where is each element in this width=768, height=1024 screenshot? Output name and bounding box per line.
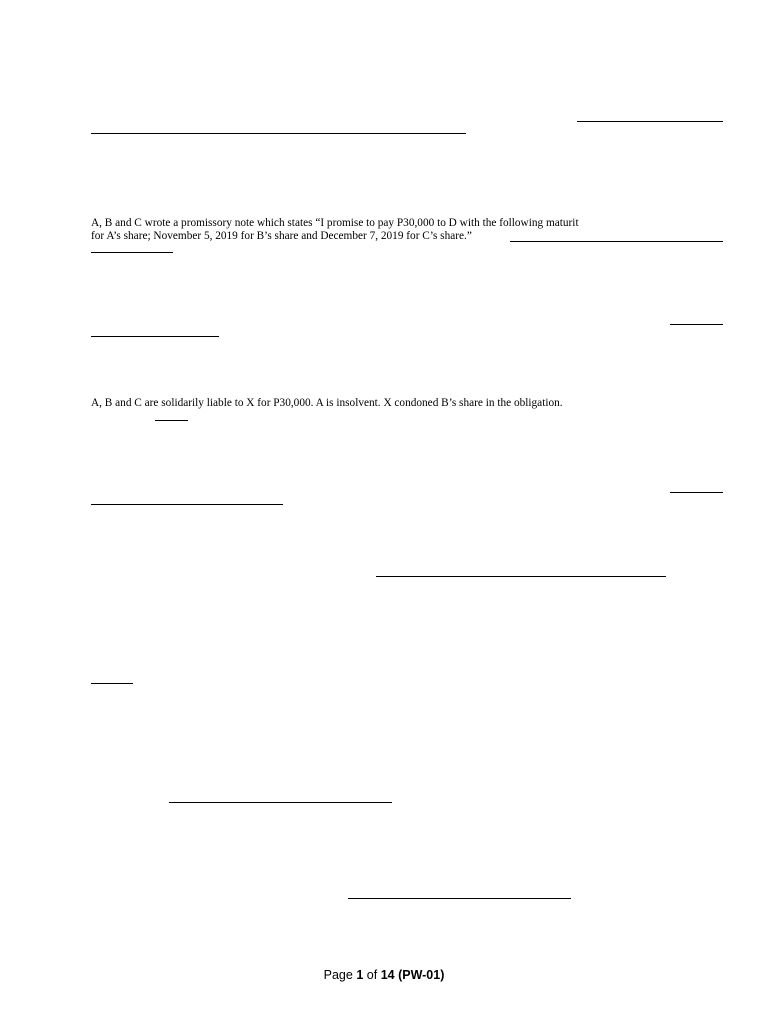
question-paragraph-1-line-2: for A’s share; November 5, 2019 for B’s share and December 7, 2019 for C’s share.” [91,230,472,242]
answer-blank [577,121,723,122]
answer-blank [670,492,723,493]
answer-blank [169,802,392,803]
footer-current-page: 1 [356,968,364,982]
answer-blank [91,336,219,337]
answer-blank [91,504,283,505]
question-paragraph-1-line-1: A, B and C wrote a promissory note which states “I promise to pay P30,000 to D with the following maturit [91,217,579,229]
answer-blank [155,420,188,421]
answer-blank [348,898,571,899]
page-footer [0,967,768,983]
answer-blank [91,252,173,253]
answer-blank [376,576,666,577]
answer-blank [91,683,133,684]
footer-of-word: of [366,968,378,982]
question-paragraph-2-line-1: A, B and C are solidarily liable to X for P30,000. A is insolvent. X condoned B’s share in the obligation. [91,397,563,409]
footer-page-word: Page [323,968,353,982]
footer-code: (PW-01) [398,968,445,982]
footer-total-pages: 14 [380,968,395,982]
answer-blank [91,133,466,134]
answer-blank [510,241,723,242]
answer-blank [670,324,723,325]
